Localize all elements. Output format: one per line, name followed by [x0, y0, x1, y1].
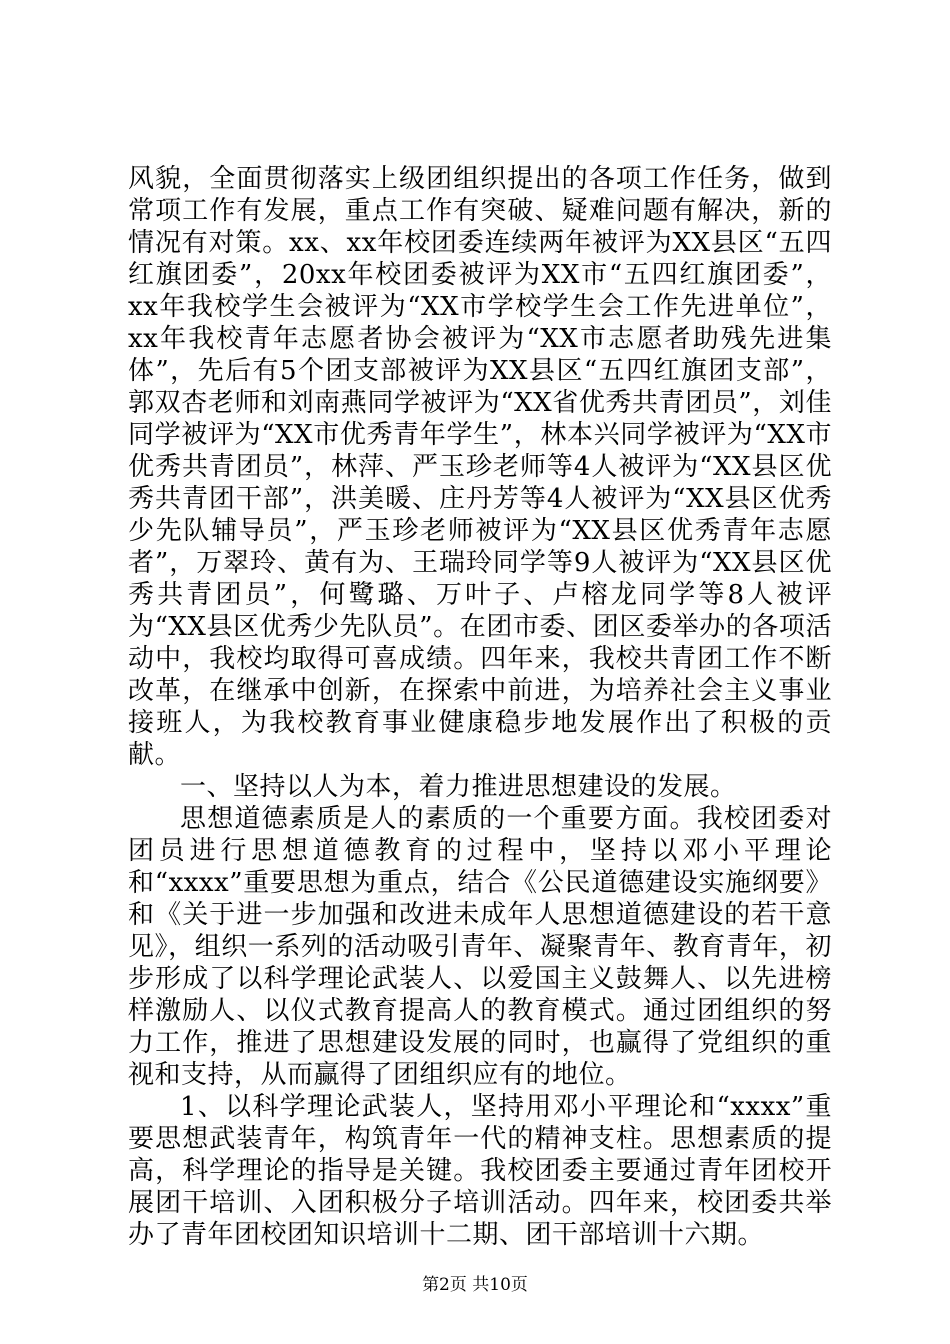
paragraph-moral-education: 思想道德素质是人的素质的一个重要方面。我校团委对团员进行思想道德教育的过程中，坚持以邓小平理论和“xxxx”重要思想为重点，结合《公民道德建设实施纲要》和《关于进一步加强和改进未成年人思想道德建设的若干意见》，组织一系列的活动吸引青年、凝聚青年、教育青年，初步形成了以科学理论武装人、以爱国主义鼓舞人、以先进榜样激励人、以仪式教育提高人的教育模式。通过团组织的努力工作，推进了思想建设发展的同时，也赢得了党组织的重视和支持，从而赢得了团组织应有的地位。: [128, 804, 832, 1090]
section-heading: 一、坚持以人为本，着力推进思想建设的发展。: [180, 772, 737, 802]
paragraph-theory-training: 1、以科学理论武装人，坚持用邓小平理论和“xxxx”重要思想武装青年，构筑青年一代的精神支柱。思想素质的提高，科学理论的指导是关键。我校团委主要通过青年团校开展团干培训、入团积极分子培训活动。四年来，校团委共举办了青年团校团知识培训十二期、团干部培训十六期。: [128, 1092, 832, 1250]
page-footer: 第2页 共10页: [422, 1275, 528, 1295]
paragraph-honors: 风貌，全面贯彻落实上级团组织提出的各项工作任务，做到常项工作有发展，重点工作有突破、疑难问题有解决，新的情况有对策。xx、xx年校团委连续两年被评为XX县区“五四红旗团委”，20xx年校团委被评为XX市“五四红旗团委”，xx年我校学生会被评为“XX市学校学生会工作先进单位”，xx年我校青年志愿者协会被评为“XX市志愿者助残先进集体”，先后有5个团支部被评为XX县区“五四红旗团支部”，郭双杏老师和刘南燕同学被评为“XX省优秀共青团员”，刘佳同学被评为“XX市优秀青年学生”，林本兴同学被评为“XX市优秀共青团员”，林萍、严玉珍老师等4人被评为“XX县区优秀共青团干部”，洪美暖、庄丹芳等4人被评为“XX县区优秀少先队辅导员”，严玉珍老师被评为“XX县区优秀青年志愿者”，万翠玲、黄有为、王瑞玲同学等9人被评为“XX县区优秀共青团员”，何鹭璐、万叶子、卢榕龙同学等8人被评为“XX县区优秀少先队员”。在团市委、团区委举办的各项活动中，我校均取得可喜成绩。四年来，我校共青团工作不断改革，在继承中创新，在探索中前进，为培养社会主义事业接班人，为我校教育事业健康稳步地发展作出了积极的贡献。: [128, 164, 832, 770]
document-body: [128, 163, 832, 1251]
